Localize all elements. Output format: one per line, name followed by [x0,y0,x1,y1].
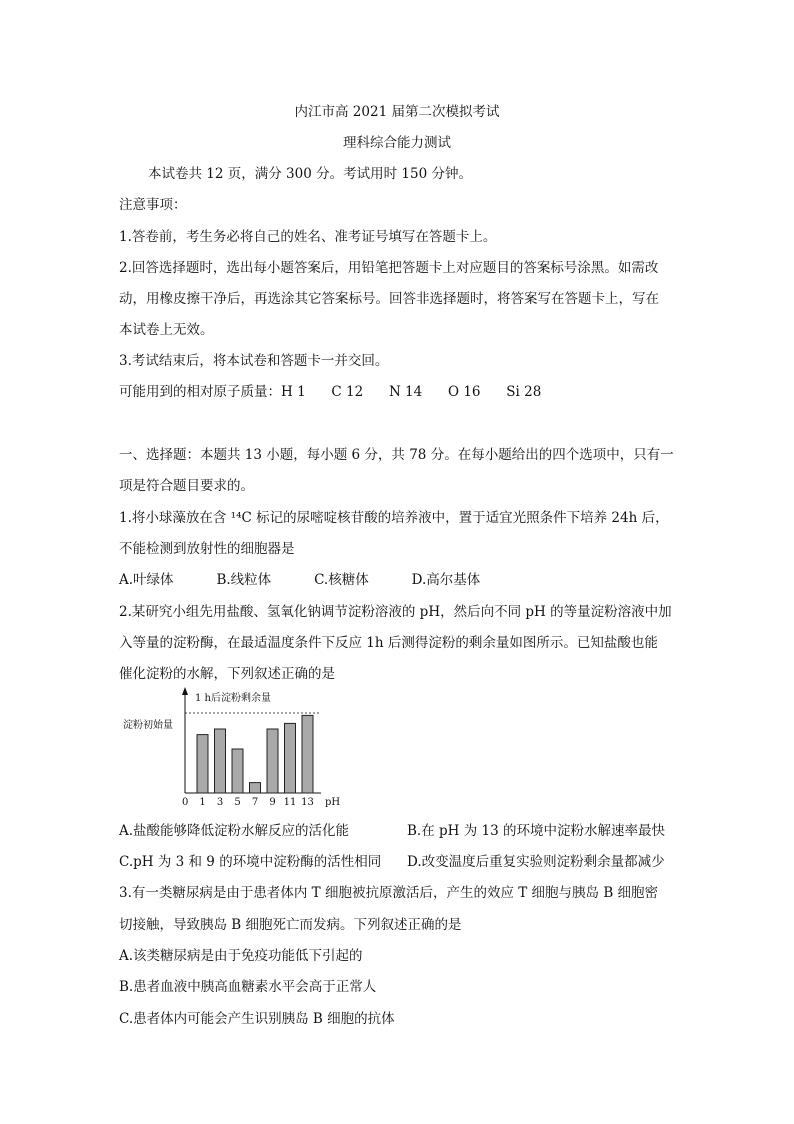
chart-title: 1 h后淀粉剩余量 [195,693,271,704]
bar-ph-9 [267,729,278,793]
notice-item-3: 3.考试结束后，将本试卷和答题卡一并交回。 [119,353,389,369]
atomic-masses: 可能用到的相对原子质量：H 1 C 12 N 14 O 16 Si 28 [119,384,542,400]
x-axis-label: pH [325,797,341,808]
bar-ph-13 [302,715,313,793]
section-heading-cont: 项是符合题目要求的。 [119,478,254,494]
question-2-stem-cont: 入等量的淀粉酶，在最适温度条件下反应 1h 后测得淀粉的剩余量如图所示。已知盐酸也能 [119,635,658,651]
question-3-option-c: C.患者体内可能会产生识别胰岛 B 细胞的抗体 [119,1011,395,1027]
x-tick-label: 1 [199,797,206,808]
x-tick-label: 3 [216,797,224,808]
x-tick-label: 0 [182,797,189,808]
question-2-option-c: C.pH 为 3 和 9 的环境中淀粉酶的活性相同 [119,854,382,870]
exam-summary: 本试卷共 12 页，满分 300 分。考试用时 150 分钟。 [148,166,472,182]
notice-item-2-cont: 动，用橡皮擦干净后，再选涂其它答案标号。回答非选择题时，将答案写在答题卡上，写在 [119,291,659,307]
reference-label: 淀粉初始量 [123,720,173,731]
exam-title: 内江市高 2021 届第二次模拟考试 [294,104,500,120]
question-3-option-a: A.该类糖尿病是由于免疫功能低下引起的 [119,948,363,964]
question-1-options: A.叶绿体 B.线粒体 C.核糖体 D.高尔基体 [119,572,481,588]
question-1-stem: 1.将小球藻放在含 ¹⁴C 标记的尿嘧啶核苷酸的培养液中，置于适宜光照条件下培养 24h 后， [119,510,669,526]
y-axis-arrow [182,687,188,695]
question-2-option-a: A.盐酸能够降低淀粉水解反应的活化能 [119,823,350,839]
x-tick-label: 13 [301,797,314,808]
question-2-stem-end: 催化淀粉的水解，下列叙述正确的是 [119,666,335,682]
x-tick-label: 7 [251,797,259,808]
question-3-stem: 3.有一类糖尿病是由于患者体内 T 细胞被抗原激活后，产生的效应 T 细胞与胰岛 B 细胞密 [119,885,659,901]
bar-ph-5 [232,749,243,793]
bar-ph-1 [197,735,208,793]
question-3-option-b: B.患者血液中胰高血糖素水平会高于正常人 [119,979,377,995]
bar-ph-11 [285,723,296,793]
question-2-option-d: D.改变温度后重复实验则淀粉剩余量都减少 [407,854,665,870]
notice-item-2: 2.回答选择题时，选出每小题答案后，用铅笔把答题卡上对应题目的答案标号涂黑。如需改 [119,260,659,276]
question-3-stem-cont: 切接触，导致胰岛 B 细胞死亡而发病。下列叙述正确的是 [119,917,462,933]
notice-item-2-end: 本试卷上无效。 [119,322,214,338]
notice-heading: 注意事项： [119,197,187,213]
notice-item-1: 1.答卷前，考生务必将自己的姓名、准考证号填写在答题卡上。 [119,229,497,245]
question-2-option-b: B.在 pH 为 13 的环境中淀粉水解速率最快 [407,823,665,839]
exam-subtitle: 理科综合能力测试 [343,135,451,151]
x-tick-label: 5 [234,797,241,808]
bar-ph-7 [250,783,261,793]
x-tick-label: 9 [269,797,276,808]
question-2-stem: 2.某研究小组先用盐酸、氢氧化钠调节淀粉溶液的 pH，然后向不同 pH 的等量淀粉溶液中加 [119,604,672,620]
bar-ph-3 [215,729,226,793]
x-tick-label: 11 [283,797,297,808]
starch-remaining-chart [121,687,353,811]
section-heading: 一、选择题：本题共 13 小题，每小题 6 分，共 78 分。在每小题给出的四个选项中，只有一 [119,447,674,463]
question-1-stem-cont: 不能检测到放射性的细胞器是 [119,541,295,557]
